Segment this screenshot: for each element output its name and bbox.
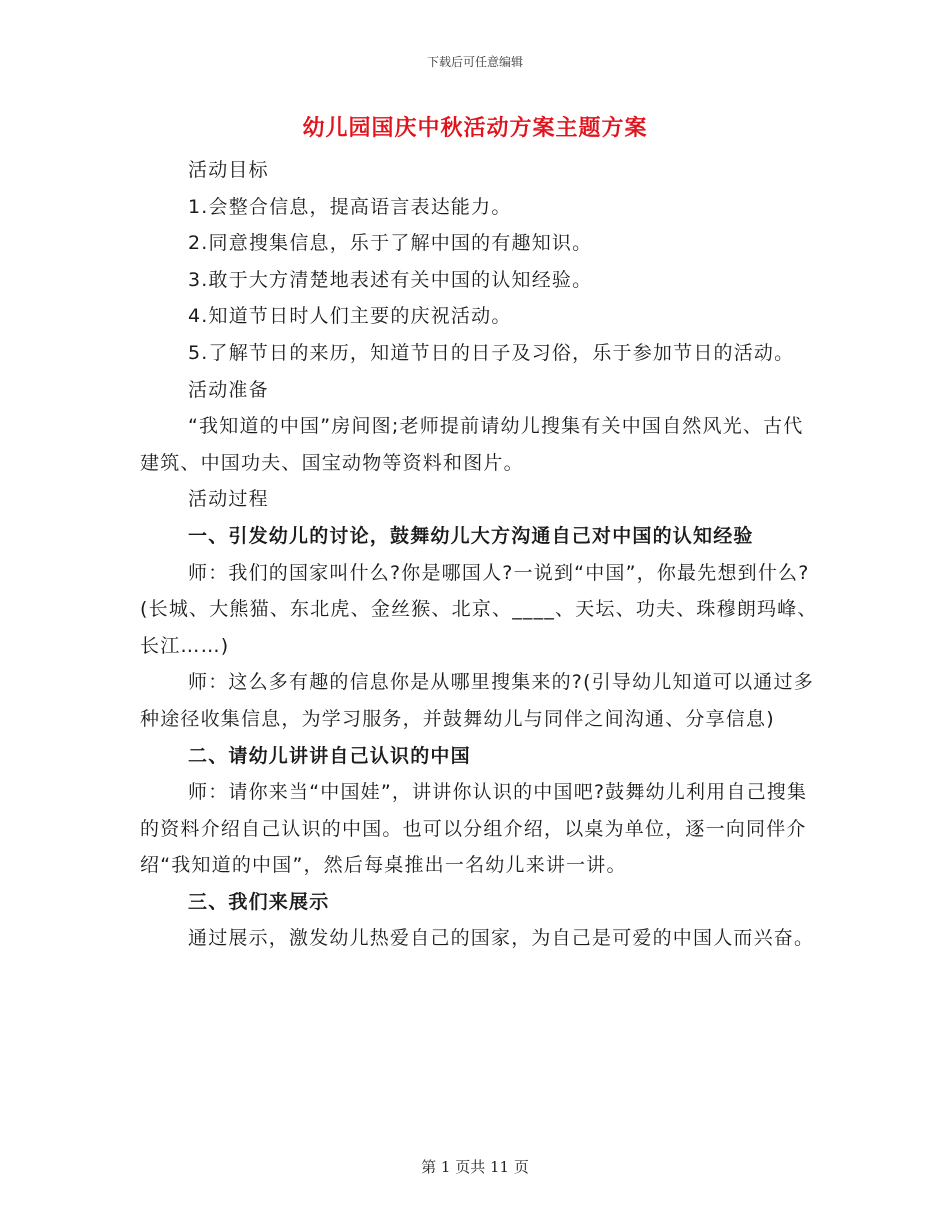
process-step-2-text: 师：请你来当“中国娃”，讲讲你认识的中国吧?鼓舞幼儿利用自己搜集的资料介绍自己认识的中国。也可以分组介绍，以桌为单位，逐一向同伴介绍“我知道的中国”，然后每桌推出一名幼儿来讲一讲。 <box>140 781 808 877</box>
process-step-1-dialog-1: 师：我们的国家叫什么?你是哪国人?一说到“中国”，你最先想到什么?(长城、大熊猫、东北虎、金丝猴、北京、____、天坛、功夫、珠穆朗玛峰、长江……) <box>140 561 818 657</box>
process-step-1-dialog-2: 师：这么多有趣的信息你是从哪里搜集来的?(引导幼儿知道可以通过多种途径收集信息，为学习服务，并鼓舞幼儿与同伴之间沟通、分享信息) <box>140 671 814 730</box>
process-step-3-text: 通过展示，激发幼儿热爱自己的国家，为自己是可爱的中国人而兴奋。 <box>188 927 815 950</box>
page-number: 第 1 页共 11 页 <box>421 1158 529 1176</box>
goal-item-5: 5.了解节日的来历，知道节日的日子及习俗，乐于参加节日的活动。 <box>188 341 795 364</box>
preparation-text: “我知道的中国”房间图;老师提前请幼儿搜集有关中国自然风光、古代建筑、中国功夫、国宝动物等资料和图片。 <box>140 415 804 474</box>
header-note: 下载后可任意编辑 <box>426 55 523 69</box>
process-step-3-heading: 三、我们来展示 <box>188 890 330 913</box>
goal-item-2: 2.同意搜集信息，乐于了解中国的有趣知识。 <box>188 232 593 255</box>
goal-item-1: 1.会整合信息，提高语言表达能力。 <box>188 195 512 218</box>
section-heading-preparation: 活动准备 <box>188 378 269 401</box>
process-step-1-heading: 一、引发幼儿的讨论，鼓舞幼儿大方沟通自己对中国的认知经验 <box>188 524 754 547</box>
process-step-2-heading: 二、请幼儿讲讲自己认识的中国 <box>188 744 471 767</box>
document-body <box>140 152 820 957</box>
goal-item-4: 4.知道节日时人们主要的庆祝活动。 <box>188 305 512 328</box>
document-title: 幼儿园国庆中秋活动方案主题方案 <box>302 116 648 141</box>
section-heading-process: 活动过程 <box>188 488 269 511</box>
goal-item-3: 3.敢于大方清楚地表述有关中国的认知经验。 <box>188 268 593 291</box>
section-heading-goals: 活动目标 <box>188 159 269 181</box>
